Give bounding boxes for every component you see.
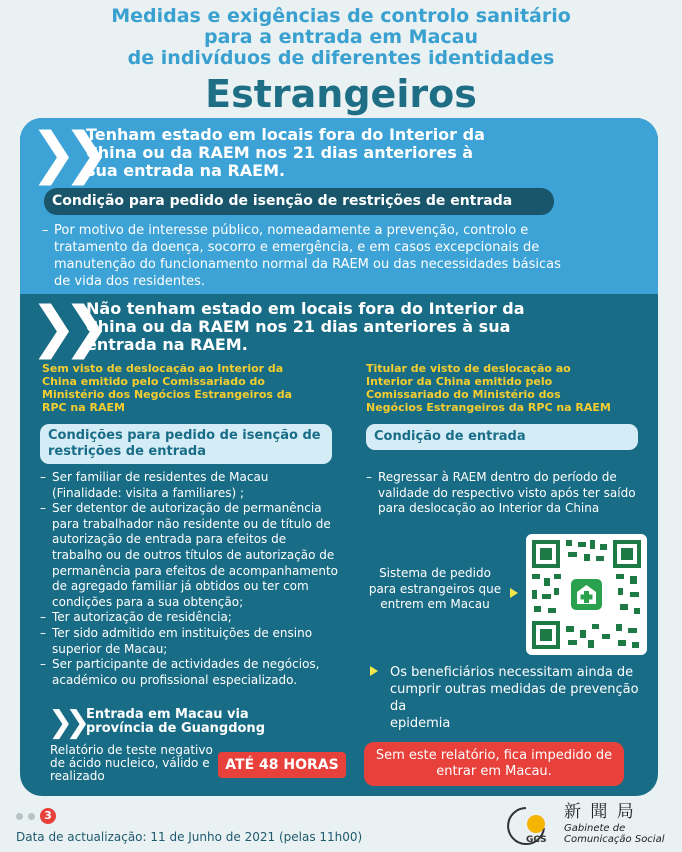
double-chevron-icon: ❯❯: [30, 295, 96, 360]
left-conditions-list: [40, 470, 360, 688]
update-date: Data de actualização: 11 de Junho de 2021 (pelas 11h00): [16, 830, 363, 844]
qr-code[interactable]: [526, 534, 647, 655]
list-item: – Regressar à RAEM dentro do período de validade do respectivo visto após ter saído para deslocação ao Interior da China: [366, 470, 656, 517]
qr-code-icon: [526, 534, 647, 655]
gcs-logo: [506, 802, 674, 848]
qr-label: Sistema de pedido para estrangeiros que entrem em Macau: [368, 566, 502, 611]
svg-text:GCS: GCS: [526, 835, 547, 845]
test-report-text: Relatório de teste negativo de ácido nucleico, válido e realizado: [50, 743, 213, 783]
logo-chinese-name: 新 聞 局: [564, 802, 636, 822]
double-chevron-icon: ❯❯: [30, 121, 96, 186]
page-dot[interactable]: [16, 813, 23, 820]
guangdong-title: Entrada em Macau via província de Guangdong: [86, 707, 265, 736]
section-1: [20, 118, 658, 294]
list-item: – Ter autorização de residência;: [40, 610, 360, 626]
double-chevron-icon: ❯❯: [48, 705, 83, 740]
header: [0, 6, 682, 117]
entry-condition-list: [366, 470, 656, 517]
pagination: [16, 808, 56, 824]
logo-english-name: Gabinete de Comunicação Social: [564, 823, 665, 845]
list-item: – Ser detentor de autorização de permanência para trabalhador não residente ou de título de autorização de entrada para efeitos de trabalho ou de outros títulos de autorização de permanência para efeitos de acompanhamento de agregado familiar já obtidos ou ter com condições para a sua obtenção;: [40, 501, 360, 610]
section-2-title: Não tenham estado em locais fora do Interior da China ou da RAEM nos 21 dias anteriores à sua entrada na RAEM.: [86, 299, 525, 354]
current-page-indicator: 3: [40, 808, 56, 824]
header-line-3: de indivíduos de diferentes identidades: [127, 47, 555, 69]
list-item: – Ser familiar de residentes de Macau (Finalidade: visita a familiares) ;: [40, 470, 360, 501]
hours-badge: ATÉ 48 HORAS: [218, 752, 346, 778]
pointer-arrow-icon: [510, 588, 518, 598]
pointer-arrow-icon: [370, 666, 378, 676]
header-line-1: Medidas e exigências de controlo sanitário: [111, 5, 571, 27]
beneficiaries-note: Os beneficiários necessitam ainda de cumprir outras medidas de prevenção da epidemia: [390, 665, 639, 731]
page-dot[interactable]: [28, 813, 35, 820]
gcs-logo-icon: [506, 802, 562, 848]
exemption-condition-text: Por motivo de interesse público, nomeadamente a prevenção, controlo e tratamento da doença, socorro e emergência, e em casos excepcionais de manutenção do funcionamento normal da RAEM ou das necessidades básicas de vida dos residentes.: [54, 223, 561, 289]
exemption-condition-label: Condição para pedido de isenção de restrições de entrada: [44, 188, 554, 215]
info-card: [20, 118, 658, 796]
list-item: – Ser participante de actividades de negócios, académico ou profissional especializado.: [40, 657, 360, 688]
header-line-2: para a entrada em Macau: [203, 26, 479, 48]
entry-condition-label: Condição de entrada: [366, 424, 638, 450]
left-subtitle: Sem visto de deslocação ao Interior da China emitido pelo Comissariado do Ministério dos Negócios Estrangeiros da RPC na RAEM: [42, 362, 293, 414]
right-subtitle: Titular de visto de deslocação ao Interior da China emitido pelo Comissariado do Ministério dos Negócios Estrangeiros da RPC na RAEM: [366, 362, 611, 414]
left-conditions-label: Condições para pedido de isenção de restrições de entrada: [40, 424, 332, 464]
bullet-dash: –: [42, 223, 49, 238]
warning-box: Sem este relatório, fica impedido de entrar em Macau.: [364, 742, 624, 786]
list-item: – Ter sido admitido em instituições de ensino superior de Macau;: [40, 626, 360, 657]
page-title: Estrangeiros: [205, 72, 477, 116]
section-1-title: Tenham estado em locais fora do Interior da China ou da RAEM nos 21 dias anteriores à sua entrada na RAEM.: [86, 125, 485, 180]
